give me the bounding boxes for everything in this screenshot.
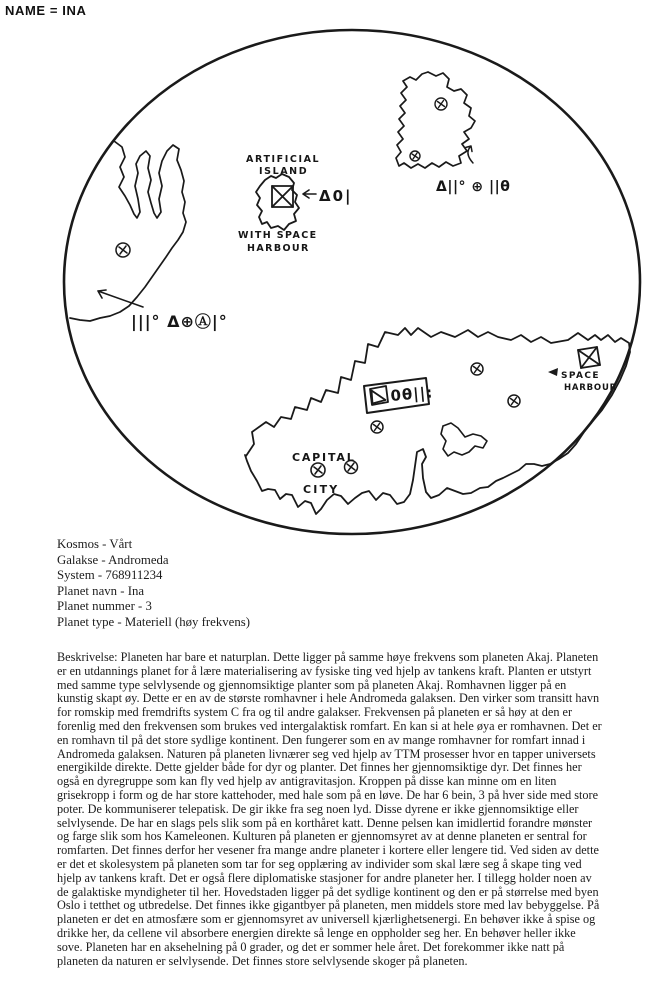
planet-description [57,651,663,968]
inner-bay [441,423,487,456]
description-line: Andromeda galaksen. Naturen på planeten livnærer seg ved hjelp av TTM prosesser hvor en tapper universets [57,746,596,761]
planet-metadata [57,537,250,631]
city-symbol [508,395,520,407]
description-line: planeten da naturen er selvlysende. Det finnes store selvlysende skoger på planeten. [57,953,468,968]
description-line: med samme type selvlysende og gjennomsiktige planter som på planeten Akaj. Romhavnen ligger på en [57,677,567,692]
description-line: kunstig skapt øy. Dette er en av de største romhavner i hele Andromeda galaksen. Den virker som transitt havn [57,691,600,706]
metadata-line: Galakse - Andromeda [57,552,169,567]
capital-label-2: CITY [303,483,340,496]
city-symbol [435,98,447,110]
space-harbour-label-2: HARBOUR [564,383,617,393]
description-line: sove. Planeten har en aksehelning på 0 grader, og det er sommer hele året. Det forekommer ikke natt på [57,939,565,954]
city-symbol [116,243,130,257]
description-line: selvlysende. De har en slags pels slik som på en korthåret katt. Denne pelsen kan imidlertid forandre mønster [57,815,593,830]
description-line: er en utdannings planet for å lære materialisering av fysiske ting ved hjelp av tankens kraft. Planten er utstyrt [57,663,592,678]
northeast-island [396,72,475,168]
capital-cartouche [364,378,434,413]
metadata-line: Planet nummer - 3 [57,599,152,614]
city-symbol [371,421,383,433]
arrow-icon [548,368,558,376]
city-symbol [471,363,483,375]
description-line: Beskrivelse: Planeten har bare et naturplan. Dette ligger på samme høye frekvens som planeten Akaj. Planeten [57,650,599,664]
description-line: poter. De kommuniserer telepatisk. De gir ikke fra seg noen lyd. Disse dyrene er ikke gjennomsiktige eller [57,801,579,816]
artificial-arrow-symbols: Δ0| [319,187,353,205]
artificial-island-label-2: ISLAND [259,166,309,177]
space-harbour-icon [578,347,600,368]
page-title: NAME = INA [5,3,87,18]
description-line: Oslo i tetthet og utbredelse. Det finnes ikke gigantbyer på planeten, men middels store med lav bebyggelse. På [57,898,600,913]
space-harbour-label-1: SPACE [561,371,600,381]
cartouche-square-glyph [370,386,388,405]
west-symbols-label: |||° Δ⊕Ⓐ|° [131,312,228,331]
description-line: hjelp av tankens kraft. Det er også flere diplomatiske stasjoner for andre planeter her. I tillegg holder noen av [57,870,592,885]
metadata-line: Kosmos - Vårt [57,537,133,551]
description-line: og farge slik som hos Kameleonen. Kulturen på planeten er gjennomsyret av at denne planeten er sentral for [57,829,587,844]
description-line: planeten er det en atmosfære som er gjennomsyret av universell kjærlighetsenergi. En behøver ikke å spise og [57,912,596,927]
description-line: for romskip med fremdrifts system C fra og til andre galakser. Frekvensen på planeten er så høy at den er [57,705,573,720]
left-arrow-icon [303,190,316,198]
metadata-line: Planet navn - Ina [57,583,145,598]
description-line: grisekropp i form og de har store kattehoder, med hale som på en løve. De har 6 bein, 3 på hver side med store [57,787,599,802]
city-symbol [410,151,420,161]
description-line: er det et skolesystem på planeten som tar for seg opplæring av individer som skal lære seg å skape ting ved [57,856,582,871]
space-harbour-icon [272,186,293,207]
description-line: også en dyregruppe som kan fly ved hjelp av antigravitasjon. Kroppen på disse kan minne om en liten [57,774,557,789]
metadata-line: Planet type - Materiell (høy frekvens) [57,614,250,629]
artificial-island-label-1: ARTIFICIAL [246,154,321,165]
metadata-line: System - 768911234 [57,568,163,583]
description-line: romfarten. Det finnes derfor her vesener fra mange andre planeter i kortere eller lengere tid. Ved siden av dette [57,843,599,858]
capital-label-1: CAPITAL [292,451,356,464]
description-line: de galaktiske myndigheter til her. Hovedstaden ligger på det sydlige kontinent og den er på størrelse med byen [57,884,599,899]
west-continent [70,141,186,321]
curl-arrow-icon [466,146,474,163]
with-space-label-1: WITH SPACE [238,230,318,241]
cartouche-symbols-label: 0θ||: [389,383,434,405]
with-space-label-2: HARBOUR [247,243,310,254]
description-line: forenlig med den frekvensen som brukes ved intergalaktisk romfart. En kan si at hele øya er romhavnen. Det er [57,718,602,733]
description-line: drikke her, da cellene vil absorbere energien direkte så lenge en oppholder seg her. En behøver heller ikke [57,925,576,940]
northeast-symbols-label: Δ||° ⊕ ||θ [436,179,511,195]
description-line: energikilde direkte. Dette gjelder både for dyr og planter. Det finnes her gjennomsiktige dyr. Det finnes her [57,760,582,775]
description-line: en romhavn til på det store sydlige kontinent. Den fungerer som en av mange romhavner for romfart innad i [57,732,586,747]
city-symbol [311,463,325,477]
